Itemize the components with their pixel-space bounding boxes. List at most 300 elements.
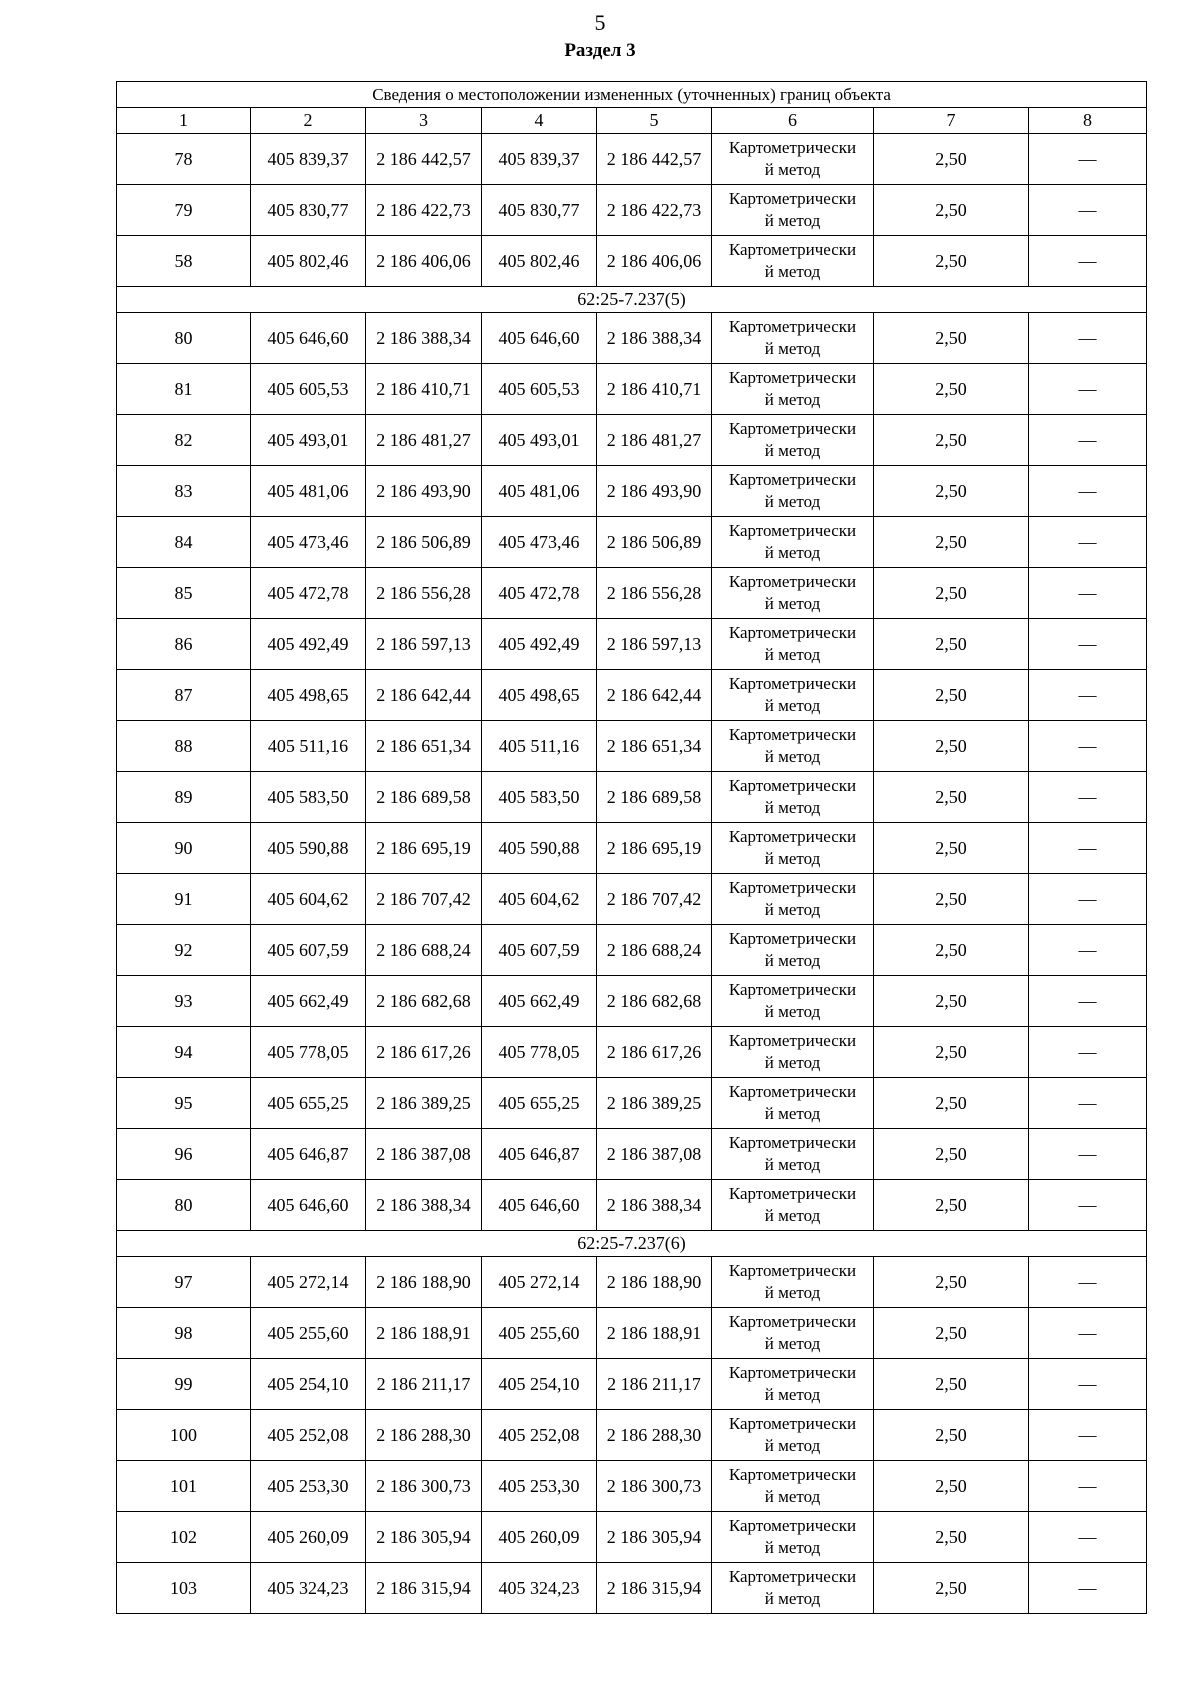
existing-x: 405 473,46 [251,517,366,568]
column-8-dash: — [1029,670,1147,721]
column-8-dash: — [1029,134,1147,185]
method-cell [712,1078,874,1129]
refined-x: 405 802,46 [482,236,597,287]
accuracy-value: 2,50 [874,976,1029,1027]
column-8-dash: — [1029,1078,1147,1129]
accuracy-value: 2,50 [874,823,1029,874]
column-header: 8 [1029,108,1147,134]
point-number: 86 [117,619,251,670]
refined-x: 405 255,60 [482,1308,597,1359]
method-cell [712,670,874,721]
existing-y: 2 186 422,73 [366,185,482,236]
point-number: 101 [117,1461,251,1512]
table-row [117,721,1147,772]
existing-x: 405 802,46 [251,236,366,287]
accuracy-value: 2,50 [874,772,1029,823]
method-cell [712,517,874,568]
group-header-row [117,287,1147,313]
method-line-2: й метод [764,1589,821,1608]
point-number: 93 [117,976,251,1027]
method-line-2: й метод [764,747,821,766]
method-line-2: й метод [764,1206,821,1225]
accuracy-value: 2,50 [874,415,1029,466]
refined-x: 405 272,14 [482,1257,597,1308]
existing-x: 405 260,09 [251,1512,366,1563]
table-row [117,134,1147,185]
method-line-2: й метод [764,1436,821,1455]
existing-y: 2 186 689,58 [366,772,482,823]
accuracy-value: 2,50 [874,721,1029,772]
table-row [117,466,1147,517]
method-line-2: й метод [764,849,821,868]
refined-y: 2 186 597,13 [597,619,712,670]
point-number: 79 [117,185,251,236]
table-row [117,185,1147,236]
accuracy-value: 2,50 [874,236,1029,287]
accuracy-value: 2,50 [874,1359,1029,1410]
method-line-1: Картометрически [728,138,857,157]
accuracy-value: 2,50 [874,364,1029,415]
existing-x: 405 472,78 [251,568,366,619]
existing-y: 2 186 682,68 [366,976,482,1027]
method-cell [712,619,874,670]
method-line-2: й метод [764,492,821,511]
point-number: 82 [117,415,251,466]
method-line-1: Картометрически [728,674,857,693]
existing-x: 405 498,65 [251,670,366,721]
existing-y: 2 186 597,13 [366,619,482,670]
refined-x: 405 646,87 [482,1129,597,1180]
existing-y: 2 186 688,24 [366,925,482,976]
table-row [117,925,1147,976]
column-8-dash: — [1029,772,1147,823]
existing-y: 2 186 300,73 [366,1461,482,1512]
accuracy-value: 2,50 [874,1410,1029,1461]
table-row [117,1359,1147,1410]
method-line-2: й метод [764,390,821,409]
accuracy-value: 2,50 [874,925,1029,976]
point-number: 96 [117,1129,251,1180]
existing-x: 405 493,01 [251,415,366,466]
method-cell [712,1461,874,1512]
method-line-2: й метод [764,160,821,179]
table-row [117,619,1147,670]
accuracy-value: 2,50 [874,1461,1029,1512]
refined-x: 405 604,62 [482,874,597,925]
column-8-dash: — [1029,364,1147,415]
table-caption: Сведения о местоположении измененных (уточненных) границ объекта [117,82,1147,108]
existing-y: 2 186 442,57 [366,134,482,185]
method-line-2: й метод [764,211,821,230]
existing-y: 2 186 695,19 [366,823,482,874]
point-number: 80 [117,313,251,364]
point-number: 85 [117,568,251,619]
column-8-dash: — [1029,1308,1147,1359]
existing-x: 405 583,50 [251,772,366,823]
refined-x: 405 778,05 [482,1027,597,1078]
method-line-2: й метод [764,1538,821,1557]
section-title: Раздел 3 [564,40,636,61]
method-line-1: Картометрически [728,1184,857,1203]
refined-y: 2 186 422,73 [597,185,712,236]
method-line-1: Картометрически [728,776,857,795]
method-line-1: Картометрически [728,368,857,387]
existing-x: 405 646,60 [251,1180,366,1231]
table-row [117,236,1147,287]
method-cell [712,874,874,925]
column-8-dash: — [1029,619,1147,670]
point-number: 58 [117,236,251,287]
column-8-dash: — [1029,313,1147,364]
refined-x: 405 498,65 [482,670,597,721]
column-8-dash: — [1029,236,1147,287]
existing-x: 405 646,60 [251,313,366,364]
method-line-2: й метод [764,441,821,460]
method-line-2: й метод [764,1283,821,1302]
point-number: 103 [117,1563,251,1614]
point-number: 78 [117,134,251,185]
refined-x: 405 590,88 [482,823,597,874]
point-number: 98 [117,1308,251,1359]
column-header: 7 [874,108,1029,134]
point-number: 94 [117,1027,251,1078]
table-row [117,1308,1147,1359]
existing-y: 2 186 305,94 [366,1512,482,1563]
existing-x: 405 324,23 [251,1563,366,1614]
existing-x: 405 252,08 [251,1410,366,1461]
existing-y: 2 186 481,27 [366,415,482,466]
table-caption-row [117,82,1147,108]
method-cell [712,236,874,287]
method-line-2: й метод [764,262,821,281]
refined-x: 405 472,78 [482,568,597,619]
method-cell [712,925,874,976]
table-row [117,1512,1147,1563]
refined-y: 2 186 406,06 [597,236,712,287]
existing-y: 2 186 211,17 [366,1359,482,1410]
accuracy-value: 2,50 [874,670,1029,721]
method-line-2: й метод [764,900,821,919]
refined-y: 2 186 388,34 [597,313,712,364]
method-cell [712,1512,874,1563]
method-line-1: Картометрически [728,827,857,846]
accuracy-value: 2,50 [874,1308,1029,1359]
refined-y: 2 186 682,68 [597,976,712,1027]
method-line-1: Картометрически [728,1516,857,1535]
table-row [117,517,1147,568]
table-row [117,1027,1147,1078]
refined-x: 405 260,09 [482,1512,597,1563]
refined-y: 2 186 493,90 [597,466,712,517]
method-cell [712,568,874,619]
existing-y: 2 186 651,34 [366,721,482,772]
column-8-dash: — [1029,1180,1147,1231]
column-8-dash: — [1029,415,1147,466]
refined-y: 2 186 211,17 [597,1359,712,1410]
refined-x: 405 662,49 [482,976,597,1027]
point-number: 99 [117,1359,251,1410]
method-line-1: Картометрически [728,189,857,208]
table-row [117,1257,1147,1308]
point-number: 83 [117,466,251,517]
point-number: 95 [117,1078,251,1129]
refined-y: 2 186 389,25 [597,1078,712,1129]
table-row [117,364,1147,415]
refined-x: 405 607,59 [482,925,597,976]
column-header: 2 [251,108,366,134]
existing-x: 405 839,37 [251,134,366,185]
method-line-1: Картометрически [728,419,857,438]
refined-x: 405 481,06 [482,466,597,517]
refined-x: 405 646,60 [482,313,597,364]
existing-x: 405 254,10 [251,1359,366,1410]
method-cell [712,1027,874,1078]
existing-x: 405 492,49 [251,619,366,670]
method-line-2: й метод [764,798,821,817]
method-cell [712,1563,874,1614]
refined-y: 2 186 315,94 [597,1563,712,1614]
method-cell [712,313,874,364]
point-number: 97 [117,1257,251,1308]
existing-y: 2 186 556,28 [366,568,482,619]
method-line-1: Картометрически [728,317,857,336]
existing-y: 2 186 617,26 [366,1027,482,1078]
method-cell [712,1308,874,1359]
point-number: 87 [117,670,251,721]
refined-x: 405 252,08 [482,1410,597,1461]
method-line-2: й метод [764,594,821,613]
refined-y: 2 186 442,57 [597,134,712,185]
refined-y: 2 186 188,90 [597,1257,712,1308]
method-cell [712,466,874,517]
method-line-2: й метод [764,1002,821,1021]
existing-x: 405 590,88 [251,823,366,874]
refined-y: 2 186 642,44 [597,670,712,721]
accuracy-value: 2,50 [874,874,1029,925]
refined-x: 405 646,60 [482,1180,597,1231]
column-8-dash: — [1029,466,1147,517]
method-line-1: Картометрически [728,623,857,642]
point-number: 92 [117,925,251,976]
refined-x: 405 493,01 [482,415,597,466]
existing-y: 2 186 188,91 [366,1308,482,1359]
column-8-dash: — [1029,1410,1147,1461]
refined-x: 405 655,25 [482,1078,597,1129]
column-8-dash: — [1029,1129,1147,1180]
column-8-dash: — [1029,823,1147,874]
cadastral-group-label: 62:25-7.237(5) [117,287,1147,313]
accuracy-value: 2,50 [874,1078,1029,1129]
point-number: 84 [117,517,251,568]
table-row [117,772,1147,823]
method-line-1: Картометрически [728,1261,857,1280]
method-line-2: й метод [764,951,821,970]
accuracy-value: 2,50 [874,568,1029,619]
accuracy-value: 2,50 [874,1027,1029,1078]
table-row [117,976,1147,1027]
existing-y: 2 186 406,06 [366,236,482,287]
refined-y: 2 186 707,42 [597,874,712,925]
column-header: 5 [597,108,712,134]
table-body [117,134,1147,1614]
refined-x: 405 839,37 [482,134,597,185]
existing-x: 405 778,05 [251,1027,366,1078]
accuracy-value: 2,50 [874,1512,1029,1563]
table-row [117,1078,1147,1129]
existing-x: 405 253,30 [251,1461,366,1512]
column-8-dash: — [1029,721,1147,772]
refined-y: 2 186 387,08 [597,1129,712,1180]
method-line-2: й метод [764,339,821,358]
table-row [117,568,1147,619]
existing-x: 405 511,16 [251,721,366,772]
column-number-row [117,108,1147,134]
method-line-1: Картометрически [728,1567,857,1586]
method-line-1: Картометрически [728,1363,857,1382]
refined-y: 2 186 688,24 [597,925,712,976]
existing-y: 2 186 288,30 [366,1410,482,1461]
existing-y: 2 186 642,44 [366,670,482,721]
refined-y: 2 186 481,27 [597,415,712,466]
table-row [117,670,1147,721]
column-8-dash: — [1029,925,1147,976]
point-number: 100 [117,1410,251,1461]
method-cell [712,185,874,236]
method-line-1: Картометрически [728,1082,857,1101]
refined-y: 2 186 305,94 [597,1512,712,1563]
existing-x: 405 607,59 [251,925,366,976]
method-line-1: Картометрически [728,725,857,744]
table-row [117,415,1147,466]
existing-y: 2 186 388,34 [366,1180,482,1231]
table-row [117,874,1147,925]
point-number: 102 [117,1512,251,1563]
existing-y: 2 186 506,89 [366,517,482,568]
existing-x: 405 655,25 [251,1078,366,1129]
refined-y: 2 186 695,19 [597,823,712,874]
column-8-dash: — [1029,1512,1147,1563]
method-line-1: Картометрически [728,1414,857,1433]
refined-y: 2 186 188,91 [597,1308,712,1359]
table-row [117,1129,1147,1180]
method-line-1: Картометрически [728,470,857,489]
method-cell [712,976,874,1027]
refined-y: 2 186 388,34 [597,1180,712,1231]
method-line-2: й метод [764,1385,821,1404]
point-number: 88 [117,721,251,772]
method-cell [712,1129,874,1180]
existing-x: 405 272,14 [251,1257,366,1308]
existing-x: 405 646,87 [251,1129,366,1180]
point-number: 81 [117,364,251,415]
method-cell [712,1180,874,1231]
refined-x: 405 324,23 [482,1563,597,1614]
method-line-1: Картометрически [728,1465,857,1484]
existing-x: 405 605,53 [251,364,366,415]
refined-x: 405 492,49 [482,619,597,670]
accuracy-value: 2,50 [874,517,1029,568]
refined-x: 405 253,30 [482,1461,597,1512]
refined-x: 405 254,10 [482,1359,597,1410]
method-line-2: й метод [764,645,821,664]
method-line-2: й метод [764,1053,821,1072]
refined-y: 2 186 288,30 [597,1410,712,1461]
column-8-dash: — [1029,976,1147,1027]
table-row [117,313,1147,364]
existing-y: 2 186 410,71 [366,364,482,415]
method-cell [712,823,874,874]
existing-x: 405 662,49 [251,976,366,1027]
method-cell [712,721,874,772]
column-8-dash: — [1029,1563,1147,1614]
cadastral-group-label: 62:25-7.237(6) [117,1231,1147,1257]
refined-y: 2 186 300,73 [597,1461,712,1512]
refined-y: 2 186 651,34 [597,721,712,772]
existing-y: 2 186 188,90 [366,1257,482,1308]
point-number: 90 [117,823,251,874]
refined-x: 405 473,46 [482,517,597,568]
accuracy-value: 2,50 [874,1180,1029,1231]
method-line-1: Картометрически [728,521,857,540]
refined-x: 405 583,50 [482,772,597,823]
accuracy-value: 2,50 [874,1563,1029,1614]
existing-y: 2 186 493,90 [366,466,482,517]
method-cell [712,1359,874,1410]
point-number: 80 [117,1180,251,1231]
refined-y: 2 186 689,58 [597,772,712,823]
boundary-coordinates-table [116,81,1147,1614]
table-row [117,1410,1147,1461]
existing-x: 405 255,60 [251,1308,366,1359]
method-line-2: й метод [764,696,821,715]
column-8-dash: — [1029,1257,1147,1308]
method-line-1: Картометрически [728,1133,857,1152]
accuracy-value: 2,50 [874,185,1029,236]
column-8-dash: — [1029,1461,1147,1512]
refined-y: 2 186 556,28 [597,568,712,619]
column-8-dash: — [1029,517,1147,568]
method-line-2: й метод [764,1155,821,1174]
method-line-1: Картометрически [728,240,857,259]
existing-x: 405 830,77 [251,185,366,236]
column-header: 3 [366,108,482,134]
method-line-2: й метод [764,543,821,562]
accuracy-value: 2,50 [874,1257,1029,1308]
column-header: 1 [117,108,251,134]
refined-x: 405 830,77 [482,185,597,236]
accuracy-value: 2,50 [874,466,1029,517]
group-header-row [117,1231,1147,1257]
method-line-2: й метод [764,1334,821,1353]
refined-y: 2 186 617,26 [597,1027,712,1078]
existing-y: 2 186 389,25 [366,1078,482,1129]
method-cell [712,134,874,185]
method-cell [712,415,874,466]
existing-y: 2 186 315,94 [366,1563,482,1614]
column-header: 4 [482,108,597,134]
method-line-1: Картометрически [728,980,857,999]
column-8-dash: — [1029,1027,1147,1078]
column-header: 6 [712,108,874,134]
table-row [117,1563,1147,1614]
page-number: 5 [594,10,606,35]
refined-y: 2 186 410,71 [597,364,712,415]
existing-x: 405 481,06 [251,466,366,517]
refined-y: 2 186 506,89 [597,517,712,568]
method-line-1: Картометрически [728,1312,857,1331]
method-line-1: Картометрически [728,1031,857,1050]
method-line-1: Картометрически [728,929,857,948]
